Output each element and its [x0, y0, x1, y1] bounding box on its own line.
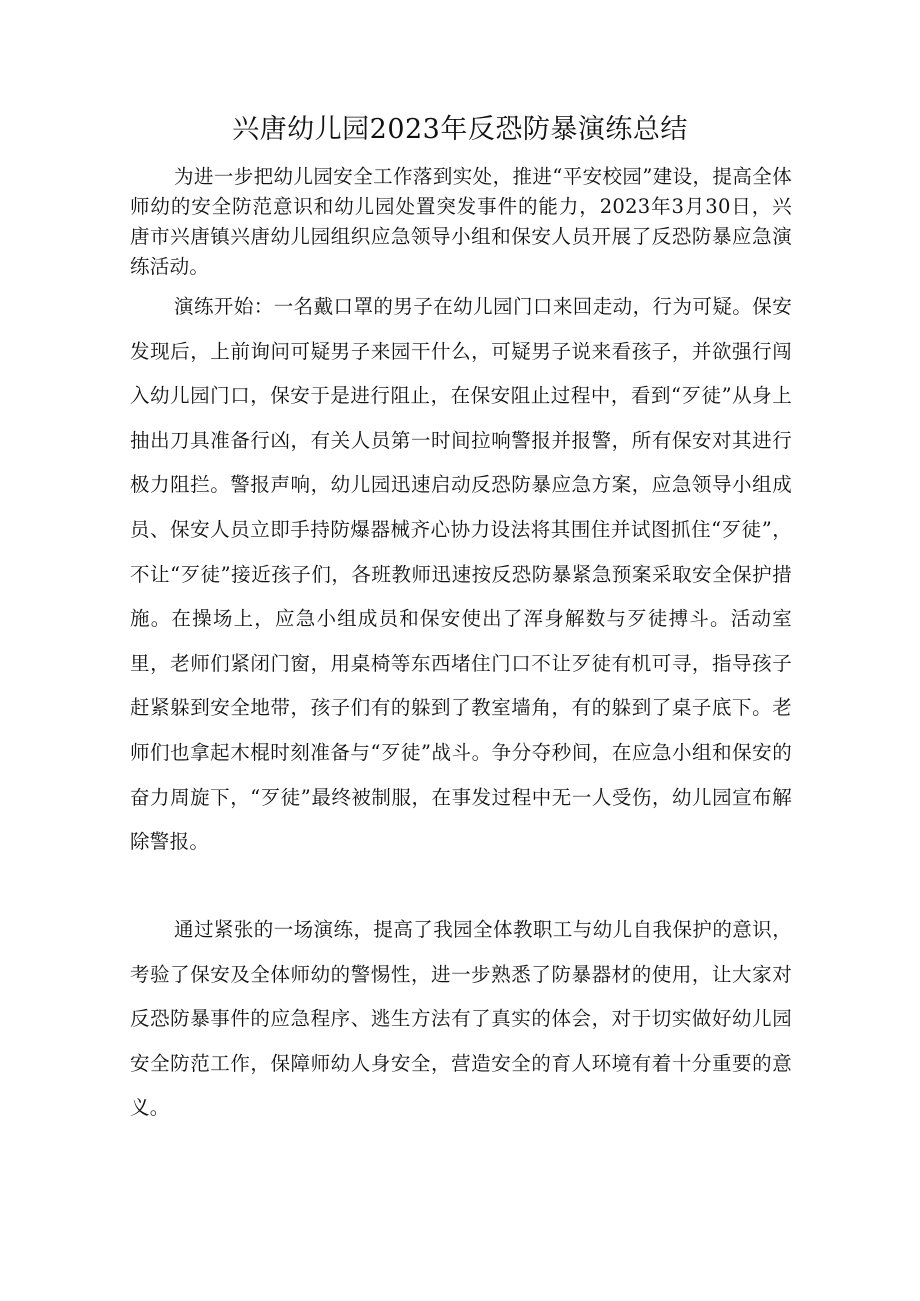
paragraph-intro: 为进一步把幼儿园安全工作落到实处，推进“平安校园”建设，提高全体师幼的安全防范意识和幼儿园处置突发事件的能力，2023年3月30日，兴唐市兴唐镇兴唐幼儿园组织应急领导小组和保安人员开展了反恐防暴应急演练活动。 [130, 165, 792, 278]
paragraph-drill-process: 演练开始：一名戴口罩的男子在幼儿园门口来回走动，行为可疑。保安发现后，上前询问可疑男子来园干什么，可疑男子说来看孩子，并欲强行闯入幼儿园门口，保安于是进行阻止，在保安阻止过程中，看到“歹徒”从身上抽出刀具准备行凶，有关人员第一时间拉响警报并报警，所有保安对其进行极力阻拦。警报声响，幼儿园迅速启动反恐防暴应急方案，应急领导小组成员、保安人员立即手持防爆器械齐心协力设法将其围住并试图抓住“歹徒”，不让“歹徒”接近孩子们，各班教师迅速按反恐防暴紧急预案采取安全保护措施。在操场上，应急小组成员和保安使出了浑身解数与歹徒搏斗。活动室里，老师们紧闭门窗，用桌椅等东西堵住门口不让歹徒有机可寻，指导孩子赶紧躲到安全地带，孩子们有的躲到了教室墙角，有的躲到了桌子底下。老师们也拿起木棍时刻准备与“歹徒”战斗。争分夺秒间，在应急小组和保安的奋力周旋下，“歹徒”最终被制服，在事发过程中无一人受伤，幼儿园宣布解除警报。 [130, 295, 792, 854]
paragraph-conclusion: 通过紧张的一场演练，提高了我园全体教职工与幼儿自我保护的意识，考验了保安及全体师幼的警惕性，进一步熟悉了防暴器材的使用，让大家对反恐防暴事件的应急程序、逃生方法有了真实的体会，对于切实做好幼儿园安全防范工作，保障师幼人身安全，营造安全的育人环境有着十分重要的意义。 [130, 918, 792, 1120]
document-title: 兴唐幼儿园2023年反恐防暴演练总结 [232, 114, 688, 145]
